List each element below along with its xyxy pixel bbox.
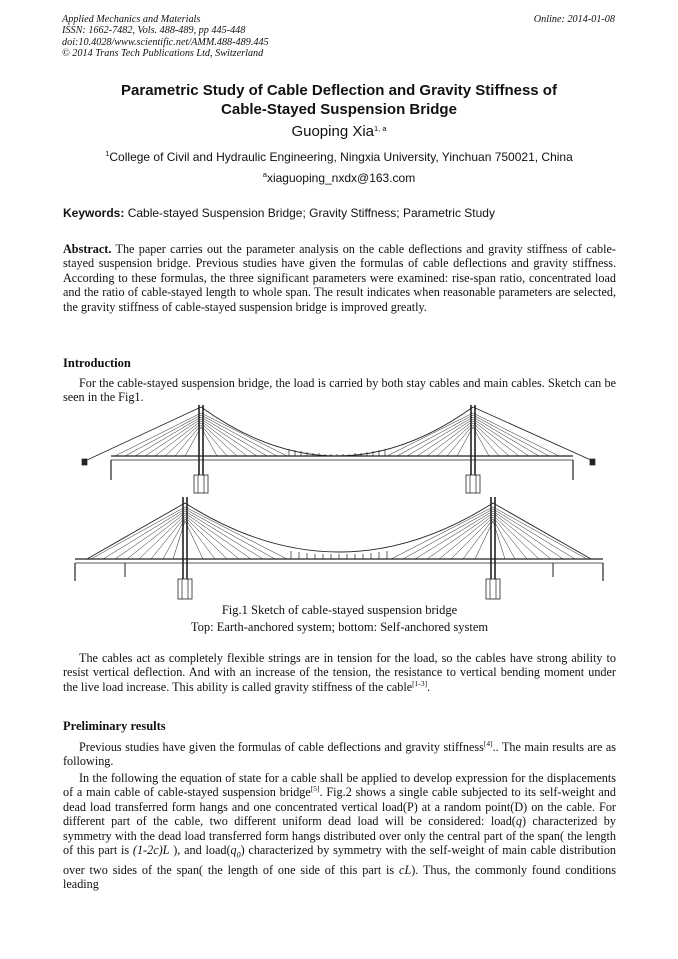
prelim-p2-text-e: ) characterized by symmetry with the self-weight of main cable distribution over two sides of the span( the length of one side of this part is	[63, 843, 617, 877]
intro-paragraph-2-end: .	[427, 679, 431, 694]
citation-ref[interactable]: [1-3]	[412, 678, 428, 688]
title-line-1: Parametric Study of Cable Deflection and Gravity Stiffness of	[121, 82, 557, 99]
doi-line[interactable]: doi:10.4028/www.scientific.net/AMM.488-489.445	[62, 36, 269, 48]
prelim-p2-text-d: ), and load(	[169, 843, 231, 858]
citation-ref[interactable]: [5]	[310, 784, 320, 794]
journal-name: Applied Mechanics and Materials	[62, 14, 201, 25]
issn-line: ISSN: 1662-7482, Vols. 488-489, pp 445-448	[62, 25, 246, 37]
intro-paragraph-1: For the cable-stayed suspension bridge, the load is carried by both stay cables and main cables. Sketch can be seen in the Fig1.	[63, 376, 616, 405]
bottom-bridge	[75, 497, 603, 599]
symbol-cl: cL	[399, 862, 412, 877]
prelim-p2-text-a: In the following the equation of state for a cable shall be applied to develop expression for the displacements of a main cable of cable-stayed suspension bridge	[63, 771, 616, 800]
symbol-q: q	[515, 814, 522, 829]
bridge-sketch-figure	[63, 405, 616, 605]
preliminary-results-heading: Preliminary results	[63, 719, 166, 733]
intro-paragraph-2-text: The cables act as completely flexible strings are in tension for the load, so the cables have strong ability to resist vertical deflection. And with an increase of the tension, the resistance to vertical bending moment under the live load increase. This ability is called gravity stiffness of the cable	[63, 651, 616, 694]
symbol-length: (1-2c)L	[132, 843, 170, 858]
affiliation	[60, 150, 618, 164]
abstract-text: The paper carries out the parameter analysis on the cable deflections and gravity stiffness of cable-stayed suspension bridge. Previous studies have given the formulas of cable deflections and gravity stiffness. According to these formulas, the three significant parameters were examined: rise-span ratio, concentrated load and the ratio of cable-stayed length to whole span. The result indicates when reasonable parameters are selected, the gravity stiffness of cable-stayed suspension bridge is improved greatly.	[63, 242, 616, 314]
copyright-line: © 2014 Trans Tech Publications Ltd, Switzerland	[62, 48, 264, 60]
keywords	[63, 206, 616, 220]
symbol-q0-sub: 0	[236, 850, 241, 860]
symbol-q0	[230, 843, 241, 860]
prelim-paragraph-1	[63, 740, 616, 769]
citation-ref[interactable]: [4]	[483, 739, 493, 748]
keywords-label: Keywords:	[63, 206, 125, 220]
keywords-text: Cable-stayed Suspension Bridge; Gravity Stiffness; Parametric Study	[124, 206, 495, 220]
prelim-p2-text-f: ). Thus, the commonly found conditions leading	[63, 862, 616, 892]
prelim-p1-text-b: .. The main results are as following.	[63, 740, 616, 769]
affiliation-sup: 1	[105, 149, 110, 158]
author-name: Guoping Xia	[291, 123, 375, 140]
intro-paragraph-2	[63, 651, 616, 694]
paper-title	[60, 81, 618, 119]
abstract-label: Abstract.	[63, 242, 112, 256]
title-line-2: Cable-Stayed Suspension Bridge	[221, 101, 457, 118]
introduction-heading: Introduction	[63, 356, 131, 370]
email-sup: a	[262, 170, 267, 179]
figure-caption-2: Top: Earth-anchored system; bottom: Self-anchored system	[190, 620, 489, 634]
prelim-p1-text-a: Previous studies have given the formulas of cable deflections and gravity stiffness	[79, 740, 484, 754]
email-text[interactable]: xiaguoping_nxdx@163.com	[266, 171, 416, 185]
prelim-p2-text-b: . Fig.2 shows a single cable subjected to its self-weight and dead load transferred form hangs and one concentrated vertical load(P) at a random point(D) on the cable. For different part of the cable, two different uniform dead load will be considered: load(	[63, 785, 616, 829]
top-bridge	[82, 405, 595, 493]
author-sup: 1, a	[374, 124, 387, 133]
author	[60, 123, 618, 140]
affiliation-text: College of Civil and Hydraulic Engineering, Ningxia University, Yinchuan 750021, China	[109, 150, 573, 164]
journal-header	[62, 14, 269, 60]
prelim-p2-text-c: ) characterized by symmetry with the dead load transferred form hangs distributed over only the central part of the span( the length of this part is	[63, 814, 616, 858]
symbol-q0-letter: q	[230, 843, 237, 858]
prelim-paragraph-2	[63, 771, 616, 892]
online-date: Online: 2014-01-08	[533, 14, 615, 25]
figure-caption-1: Fig.1 Sketch of cable-stayed suspension bridge	[221, 603, 458, 617]
abstract	[63, 242, 616, 314]
email	[60, 171, 618, 185]
